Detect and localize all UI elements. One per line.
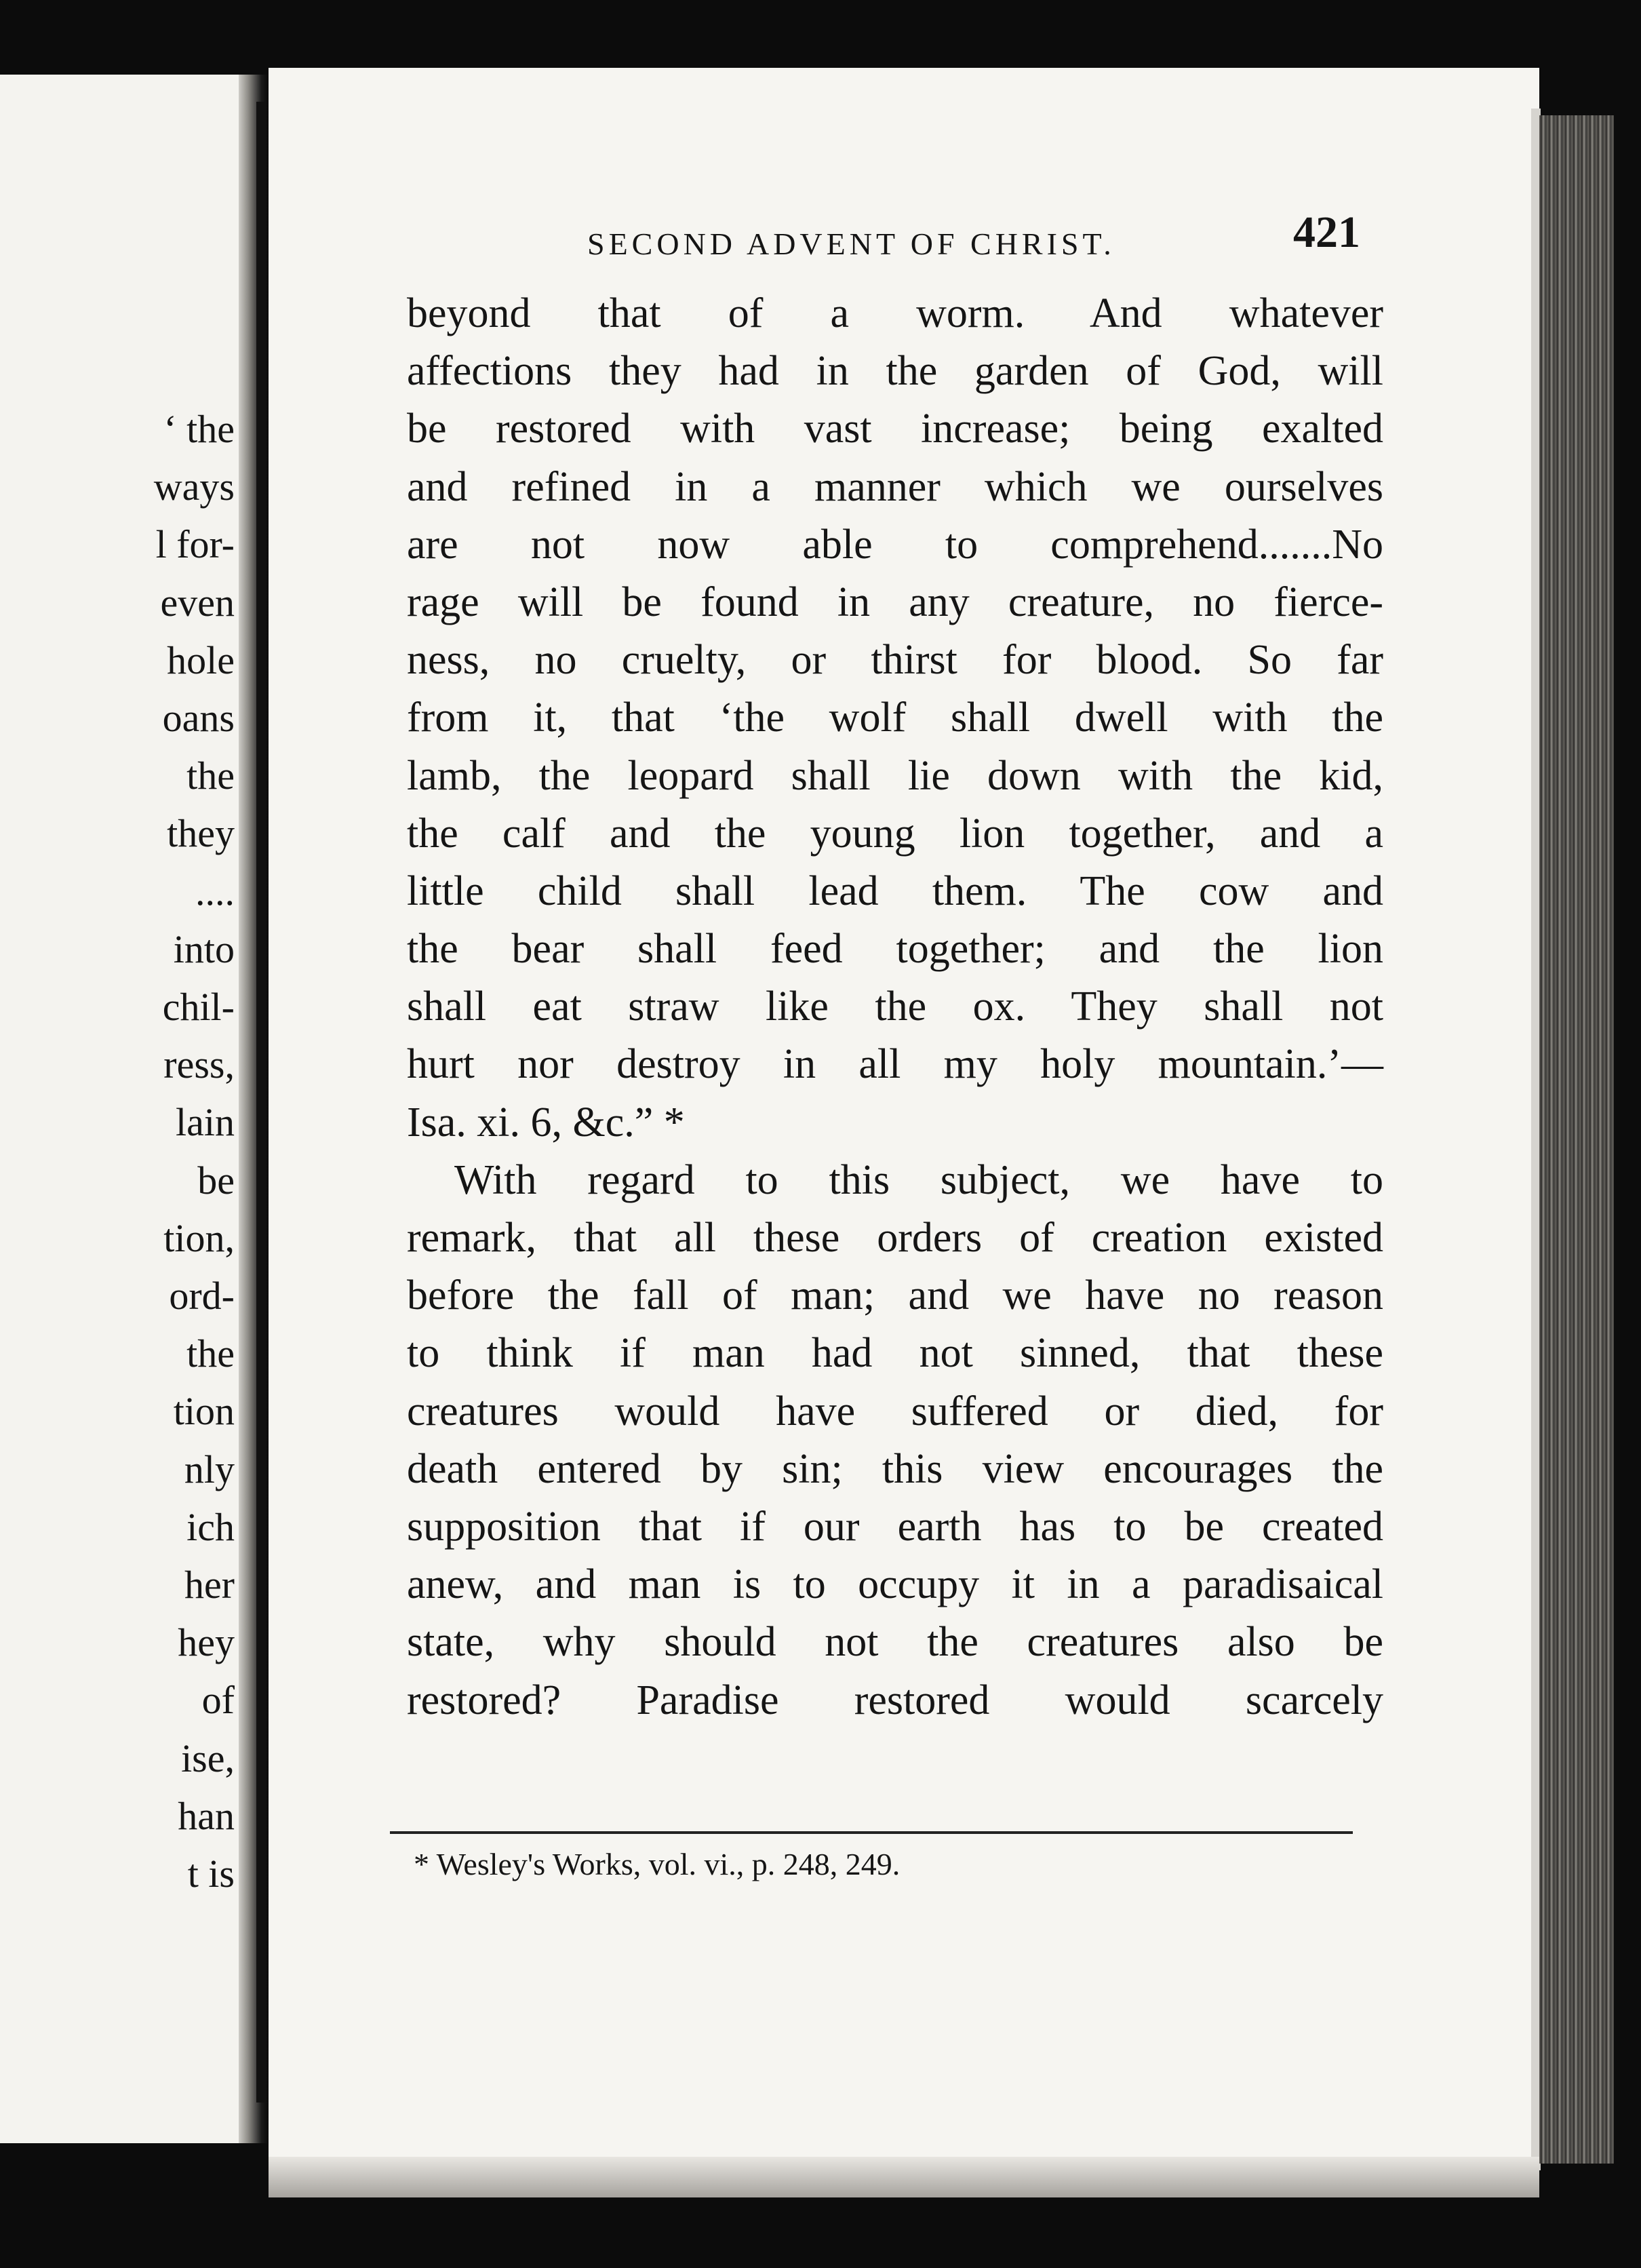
- text-line: death entered by sin; this view encourages the: [407, 1445, 1383, 1492]
- text-line: be restored with vast increase; being exalted: [407, 406, 1383, 452]
- left-fragment: ise,: [181, 1736, 235, 1780]
- text-line: beyond that of a worm. And whatever: [407, 290, 1383, 336]
- left-fragment: lain: [176, 1100, 235, 1145]
- spine-shadow: [239, 75, 271, 2143]
- left-fragment: ress,: [163, 1042, 235, 1087]
- text-line: before the fall of man; and we have no reason: [407, 1272, 1383, 1319]
- running-title: SECOND ADVENT OF CHRIST.: [587, 227, 1115, 261]
- left-fragment: even: [160, 580, 235, 625]
- left-fragment: chil-: [162, 985, 235, 1030]
- text-line: state, why should not the creatures also be: [407, 1619, 1383, 1666]
- left-fragment: l for-: [155, 522, 235, 567]
- left-fragment: nly: [184, 1447, 235, 1491]
- text-line: little child shall lead them. The cow and: [407, 867, 1383, 914]
- text-line: creatures would have suffered or died, for: [407, 1388, 1383, 1434]
- page-edges: [1539, 115, 1614, 2164]
- left-fragment: ‘ the: [163, 407, 235, 451]
- running-header: [316, 207, 1360, 268]
- left-page: [0, 75, 239, 2143]
- left-fragment: ich: [186, 1504, 235, 1549]
- left-fragment: be: [197, 1158, 235, 1203]
- footnote-rule: [390, 1831, 1353, 1834]
- text-line: affections they had in the garden of God, will: [407, 348, 1383, 395]
- left-fragment: of: [201, 1678, 235, 1723]
- left-fragment: her: [184, 1563, 235, 1607]
- left-fragment: the: [186, 754, 235, 798]
- text-line: Isa. xi. 6, &c.” *: [407, 1099, 685, 1146]
- left-fragment: tion,: [163, 1215, 235, 1260]
- text-line: the bear shall feed together; and the lion: [407, 926, 1383, 973]
- page-bottom-edge: [269, 2157, 1539, 2197]
- text-line: to think if man had not sinned, that these: [407, 1330, 1383, 1377]
- left-fragment: they: [167, 811, 235, 856]
- text-line: and refined in a manner which we ourselves: [407, 463, 1383, 510]
- left-fragment: into: [173, 926, 235, 971]
- left-fragment: t is: [187, 1852, 235, 1896]
- text-line: With regard to this subject, we have to: [454, 1156, 1383, 1203]
- left-fragment: oans: [162, 696, 235, 741]
- text-line: ness, no cruelty, or thirst for blood. So far: [407, 637, 1383, 684]
- text-line: anew, and man is to occupy it in a paradisaical: [407, 1561, 1383, 1608]
- text-line: supposition that if our earth has to be created: [407, 1503, 1383, 1550]
- text-line: rage will be found in any creature, no fierce-: [407, 579, 1383, 625]
- left-fragment: ord-: [169, 1274, 235, 1318]
- left-fragment: the: [186, 1331, 235, 1376]
- text-line: are not now able to comprehend.......No: [407, 521, 1383, 568]
- gutter-line: [256, 102, 266, 2103]
- left-fragment: han: [178, 1793, 235, 1838]
- left-fragment: ....: [195, 869, 235, 914]
- text-line: lamb, the leopard shall lie down with the kid,: [407, 752, 1383, 799]
- body-text: [407, 285, 1383, 1729]
- left-fragment: ways: [153, 465, 235, 509]
- left-page-fragments: [154, 400, 235, 1902]
- footnote: * Wesley's Works, vol. vi., p. 248, 249.: [414, 1847, 901, 1881]
- text-line: the calf and the young lion together, and a: [407, 810, 1383, 857]
- page-number: 421: [1293, 208, 1360, 257]
- text-line: shall eat straw like the ox. They shall not: [407, 983, 1383, 1030]
- left-fragment: hole: [167, 638, 235, 682]
- text-line: from it, that ‘the wolf shall dwell with the: [407, 695, 1383, 741]
- text-line: remark, that all these orders of creation existed: [407, 1215, 1383, 1261]
- text-line: hurt nor destroy in all my holy mountain.’—: [407, 1041, 1383, 1088]
- left-fragment: tion: [173, 1389, 235, 1434]
- text-line: restored? Paradise restored would scarcely: [407, 1677, 1383, 1723]
- left-fragment: hey: [178, 1620, 235, 1665]
